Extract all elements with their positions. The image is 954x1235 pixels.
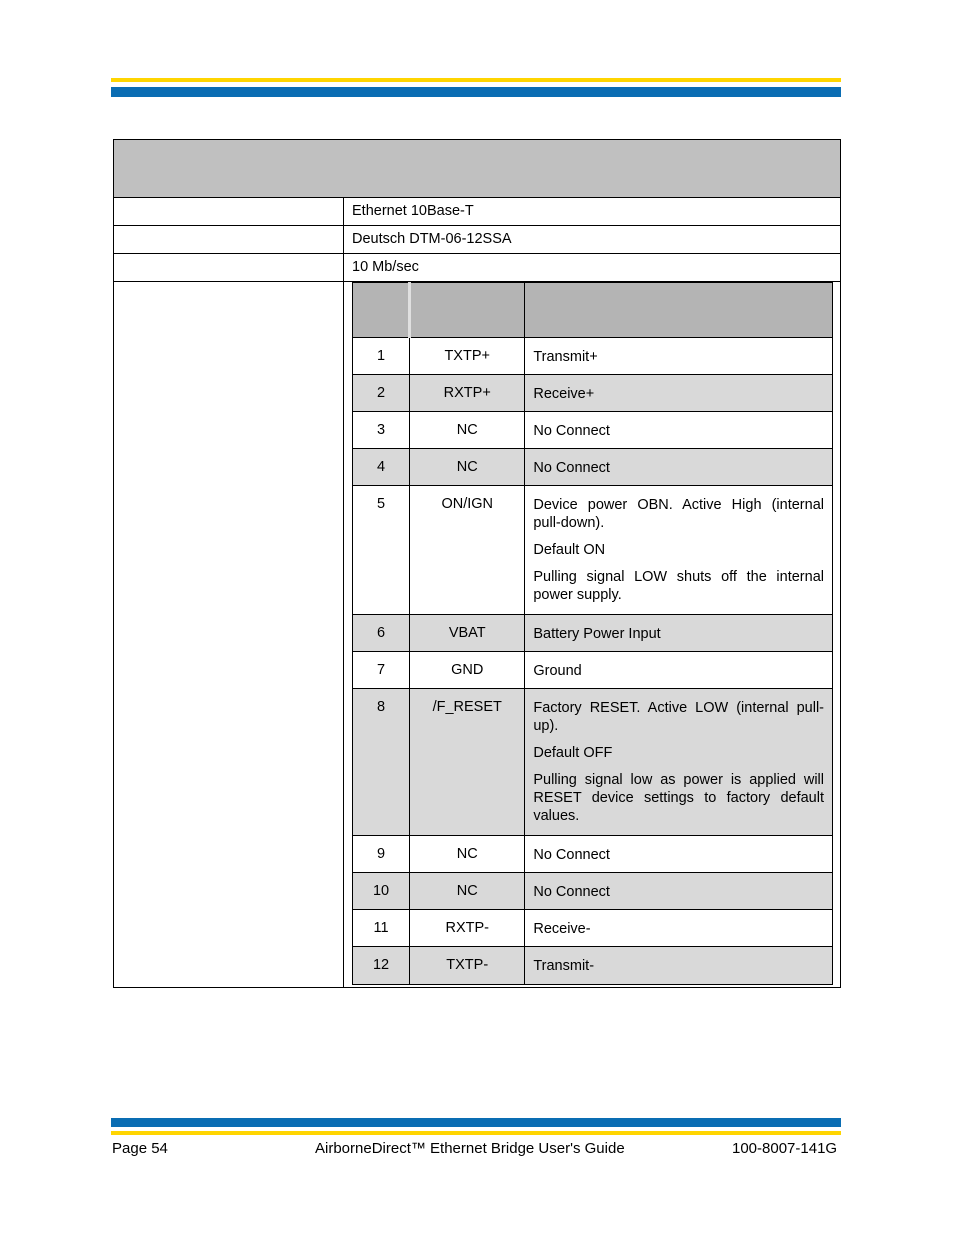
pin-row xyxy=(353,689,833,836)
pin-number: 12 xyxy=(353,947,410,985)
pin-description-line: Ground xyxy=(533,663,582,679)
footer-blue-rule xyxy=(111,1118,841,1127)
pin-signal: TXTP+ xyxy=(410,338,525,375)
ethernet-spec-table xyxy=(113,139,840,988)
pin-row xyxy=(353,836,833,873)
pin-row xyxy=(353,486,833,615)
pin-row xyxy=(353,615,833,652)
pin-description xyxy=(525,910,833,947)
pinout-table xyxy=(352,282,833,985)
pin-description-line: Pulling signal low as power is applied will RESET device settings to factory default values. xyxy=(533,772,824,824)
pin-description xyxy=(525,615,833,652)
pin-signal: NC xyxy=(410,412,525,449)
pin-description-line: No Connect xyxy=(533,423,610,439)
spec-row-interface xyxy=(113,197,841,226)
spec-label-cell xyxy=(114,253,344,281)
pin-description xyxy=(525,836,833,873)
pin-row xyxy=(353,652,833,689)
pin-number: 4 xyxy=(353,449,410,486)
pinout-header-row xyxy=(353,283,833,338)
pin-row xyxy=(353,338,833,375)
pin-signal: TXTP- xyxy=(410,947,525,985)
footer-yellow-rule xyxy=(111,1131,841,1135)
spec-label-cell xyxy=(114,225,344,253)
spec-label-cell xyxy=(114,282,344,987)
pin-description xyxy=(525,338,833,375)
pin-signal: ON/IGN xyxy=(410,486,525,615)
pin-description xyxy=(525,486,833,615)
pin-description-line: Factory RESET. Active LOW (internal pull-up). xyxy=(533,700,824,734)
pin-description xyxy=(525,375,833,412)
pin-description-line: Receive+ xyxy=(533,386,595,402)
spec-table-header xyxy=(113,139,841,198)
pin-description xyxy=(525,689,833,836)
description-column-header xyxy=(525,283,833,338)
pin-signal: RXTP+ xyxy=(410,375,525,412)
spec-row-data-rate xyxy=(113,253,841,282)
pin-number: 7 xyxy=(353,652,410,689)
pin-number: 8 xyxy=(353,689,410,836)
spec-value: Ethernet 10Base-T xyxy=(352,203,474,219)
pin-description-line: Default OFF xyxy=(533,745,613,761)
pin-row xyxy=(353,873,833,910)
pin-description-line: No Connect xyxy=(533,884,610,900)
pin-description-line: Default ON xyxy=(533,542,606,558)
pin-number: 10 xyxy=(353,873,410,910)
spec-value: 10 Mb/sec xyxy=(352,259,419,275)
pin-signal: RXTP- xyxy=(410,910,525,947)
pin-description xyxy=(525,412,833,449)
pin-signal: NC xyxy=(410,449,525,486)
pin-row xyxy=(353,910,833,947)
pin-description xyxy=(525,873,833,910)
document-number: 100-8007-141G xyxy=(732,1140,838,1157)
pin-signal: NC xyxy=(410,873,525,910)
page-number: Page 54 xyxy=(112,1140,168,1157)
document-title: AirborneDirect™ Ethernet Bridge User's Guide xyxy=(315,1140,625,1157)
pin-description-line: Transmit- xyxy=(533,958,595,974)
spec-row-pinout xyxy=(113,282,841,988)
spec-value: Deutsch DTM-06-12SSA xyxy=(352,231,512,247)
pin-row xyxy=(353,375,833,412)
pin-description-line: Pulling signal LOW shuts off the internal power supply. xyxy=(533,569,824,603)
pin-signal: NC xyxy=(410,836,525,873)
pin-number: 11 xyxy=(353,910,410,947)
pin-row xyxy=(353,412,833,449)
pin-number: 2 xyxy=(353,375,410,412)
spec-row-connector xyxy=(113,225,841,254)
pin-description-line: Receive- xyxy=(533,921,591,937)
pin-number: 5 xyxy=(353,486,410,615)
pin-description xyxy=(525,449,833,486)
header-yellow-rule xyxy=(111,78,841,82)
pin-description xyxy=(525,947,833,985)
pin-number: 1 xyxy=(353,338,410,375)
pin-row xyxy=(353,449,833,486)
pin-row xyxy=(353,947,833,985)
pin-signal: GND xyxy=(410,652,525,689)
pin-number: 9 xyxy=(353,836,410,873)
spec-label-cell xyxy=(114,197,344,225)
header-blue-rule xyxy=(111,87,841,97)
pin-number: 6 xyxy=(353,615,410,652)
pin-description-line: No Connect xyxy=(533,460,610,476)
pin-description-line: No Connect xyxy=(533,847,610,863)
pin-description-line: Device power OBN. Active High (internal pull-down). xyxy=(533,497,824,531)
signal-column-header xyxy=(410,283,525,338)
pin-column-header xyxy=(353,283,410,338)
pin-signal: VBAT xyxy=(410,615,525,652)
pin-description xyxy=(525,652,833,689)
pin-number: 3 xyxy=(353,412,410,449)
pin-description-line: Battery Power Input xyxy=(533,626,661,642)
pin-signal: /F_RESET xyxy=(410,689,525,836)
pin-description-line: Transmit+ xyxy=(533,349,598,365)
